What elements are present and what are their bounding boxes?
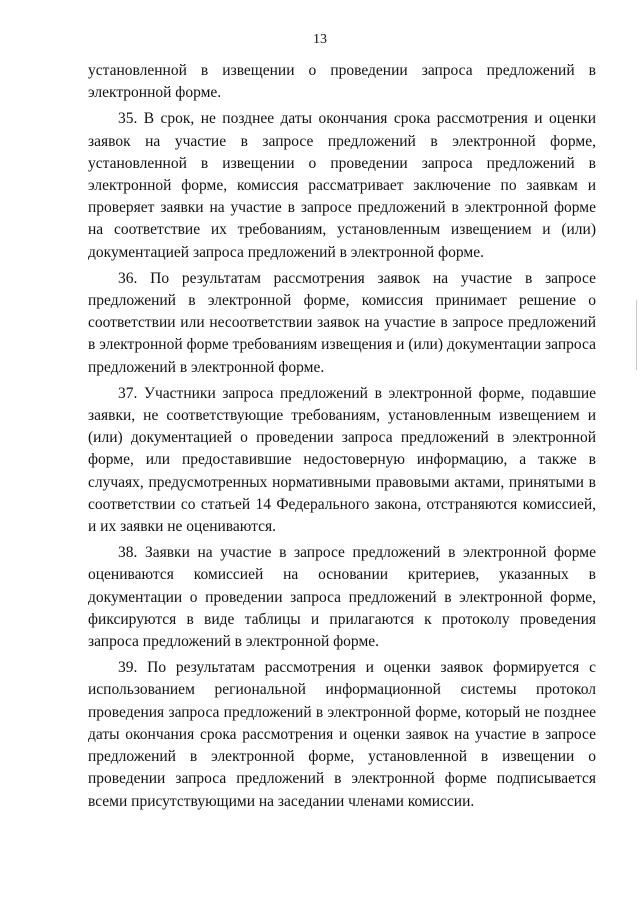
document-body [88, 60, 596, 813]
paragraph-36: 36. По результатам рассмотрения заявок на участие в запросе предложений в электронной форме, комиссия принимает решение о соответствии или несоответствии заявок на участие в запросе предложений в электронной форме требованиям извещения и (или) документации запроса предложений в электронной форме. [88, 269, 596, 376]
paragraph-38: 38. Заявки на участие в запросе предложений в электронной форме оцениваются комиссией на основании критериев, указанных в документации о проведении запроса предложений в электронной форме, фиксируются в виде таблицы и прилагаются к протоколу проведения запроса предложений в электронной форме. [88, 544, 596, 651]
paragraph-continuation: установленной в извещении о проведении запроса предложений в электронной форме. [88, 62, 596, 102]
page-number: 13 [313, 32, 327, 47]
paragraph-37: 37. Участники запроса предложений в электронной форме, подавшие заявки, не соответствующие требованиям, установленным извещением и (или) документацией о проведении запроса предложений в электронной форме, или предоставившие недостоверную информацию, а также в случаях, предусмотренных нормативными правовыми актами, принятыми в соответствии со статьей 14 Федерального закона, отстраняются комиссией, и их заявки не оцениваются. [88, 384, 596, 536]
paragraph-39: 39. По результатам рассмотрения и оценки заявок формируется с использованием региональной информационной системы протокол проведения запроса предложений в электронной форме, который не позднее даты окончания срока рассмотрения и оценки заявок на участие в запросе предложений в электронной форме, установленной в извещении о проведении запроса предложений в электронной форме подписывается всеми присутствующими на заседании членами комиссии. [88, 659, 596, 810]
paragraph-35: 35. В срок, не позднее даты окончания срока рассмотрения и оценки заявок на участие в запросе предложений в электронной форме, установленной в извещении о проведении запроса предложений в электронной форме, комиссия рассматривает заключение по заявкам и проверяет заявки на участие в запросе предложений в электронной форме на соответствие их требованиям, установленным извещением и (или) документацией запроса предложений в электронной форме. [88, 110, 596, 261]
scan-edge-line [636, 300, 637, 370]
